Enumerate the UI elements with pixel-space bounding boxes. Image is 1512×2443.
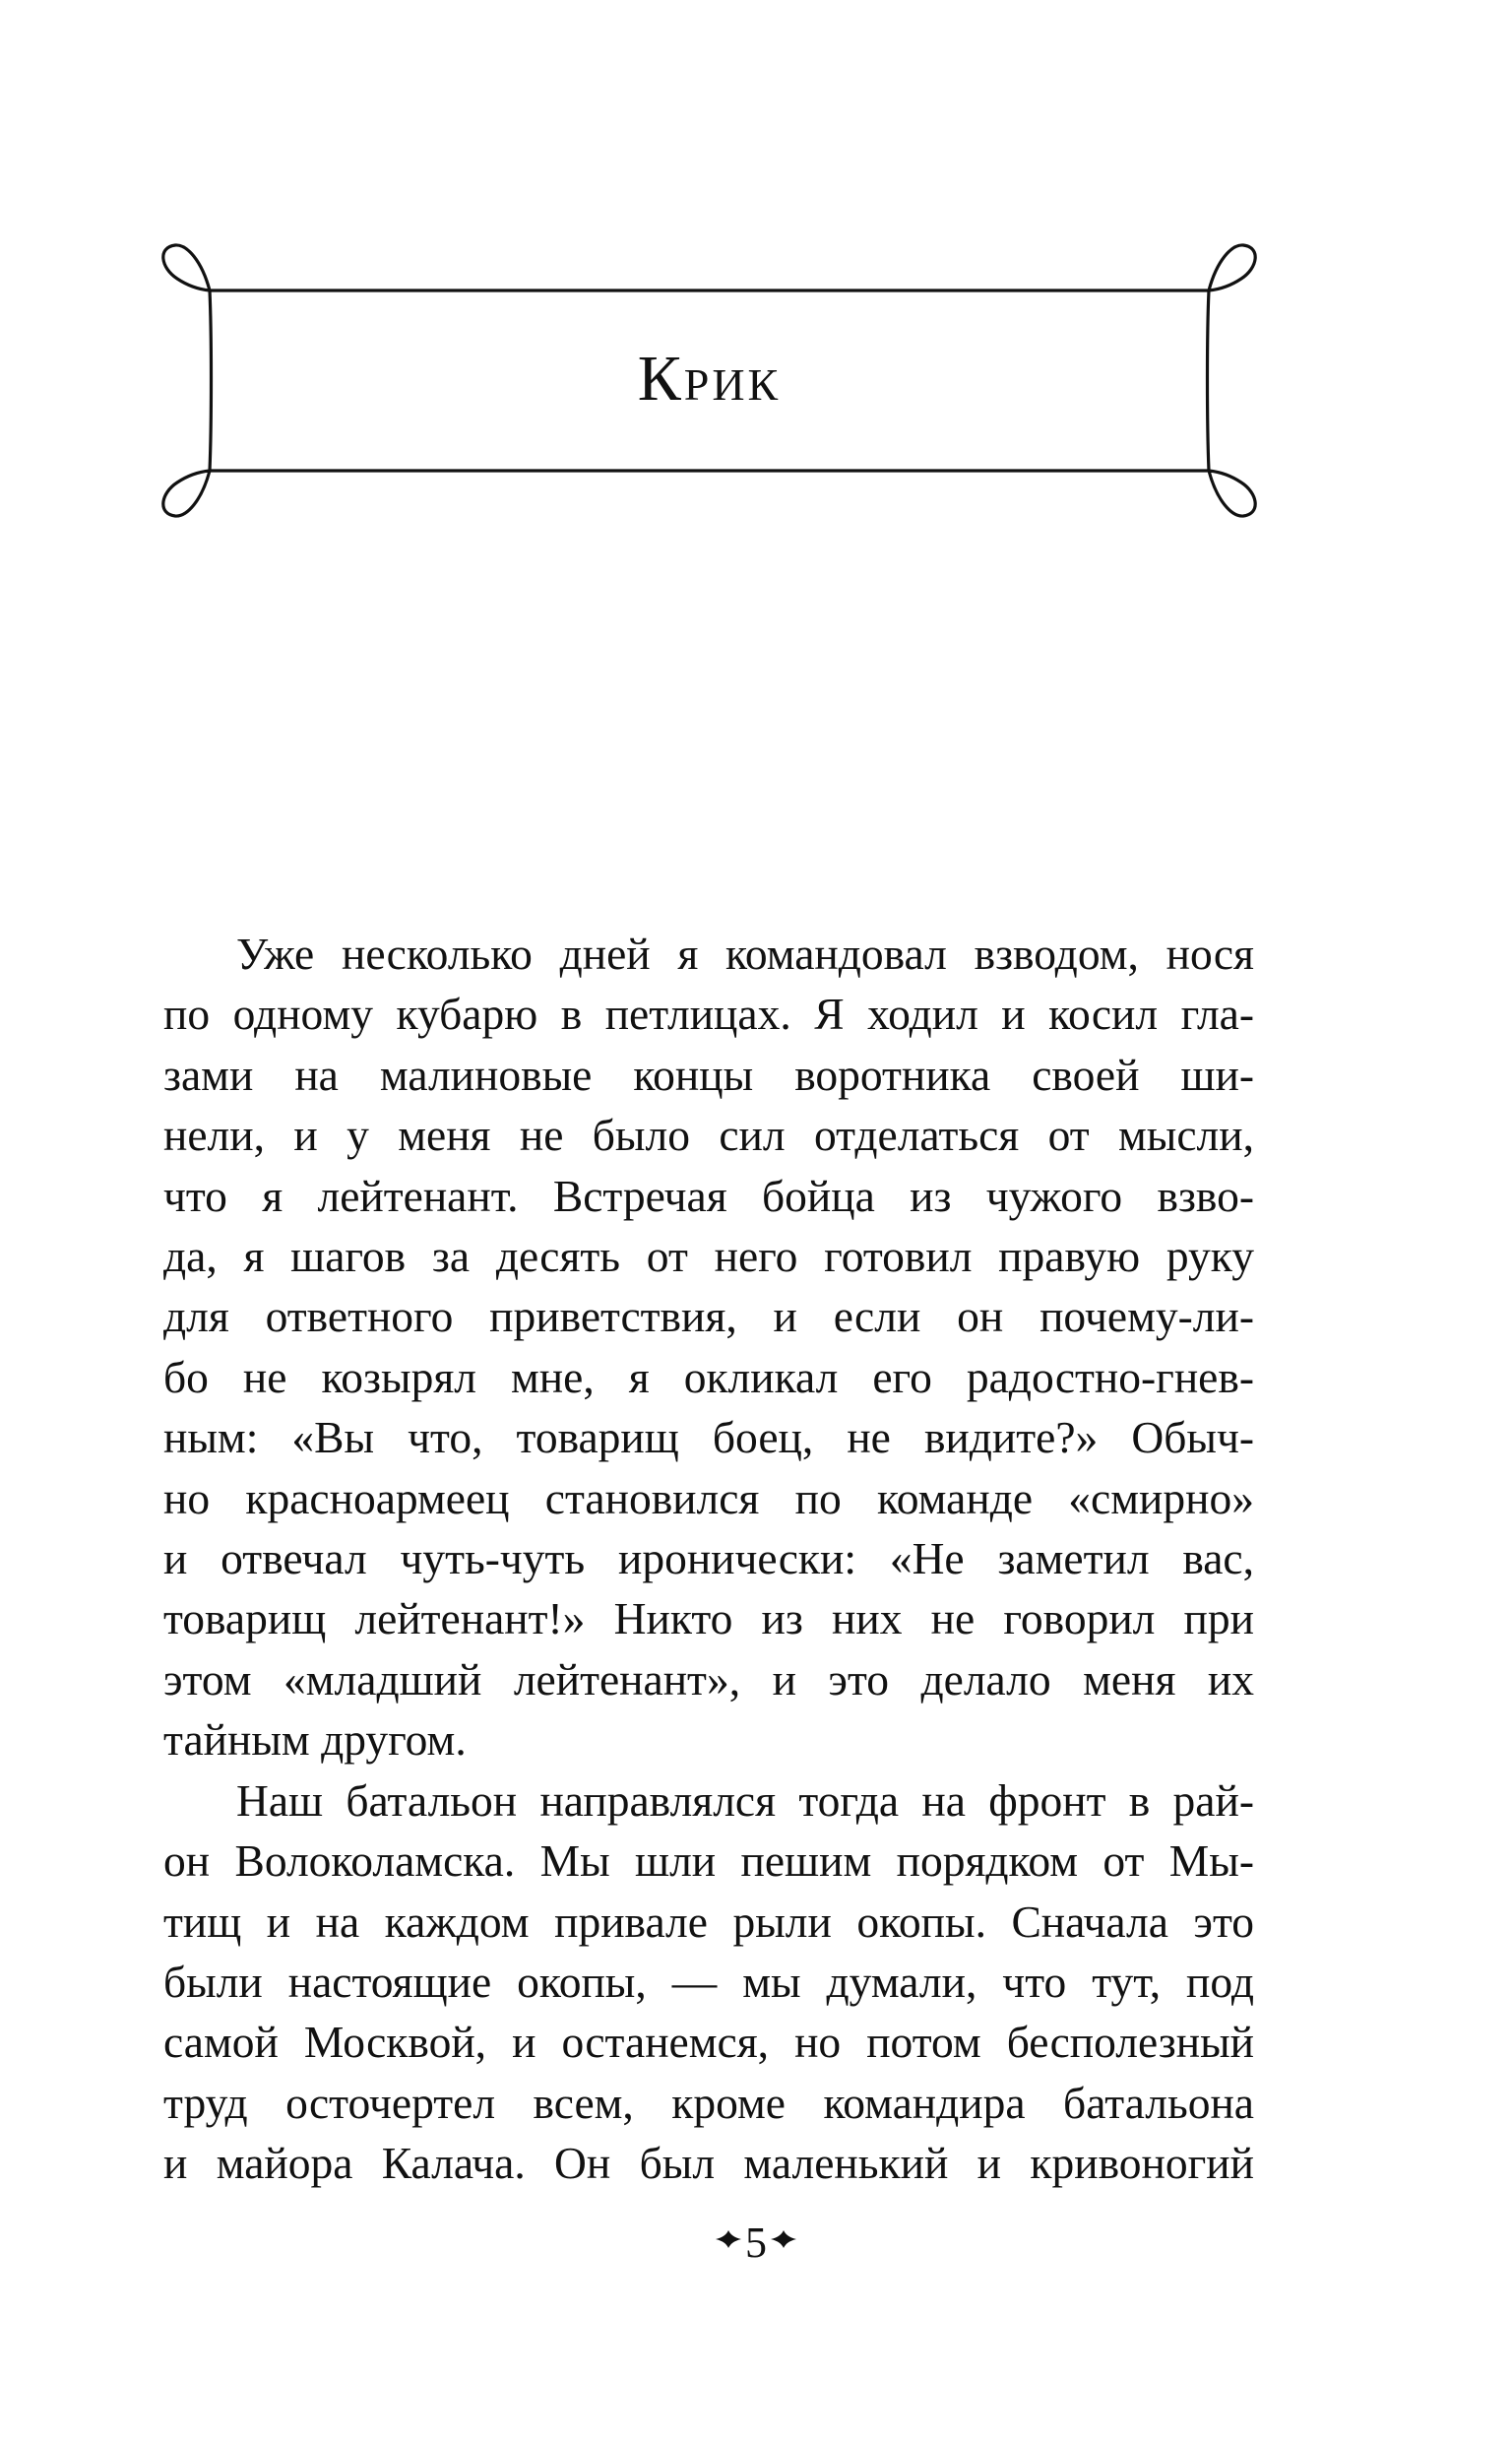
text-line: бо не козырял мне, я окликал его радостно-гнев- <box>163 1351 1254 1402</box>
paragraph-2 <box>163 1770 1254 2194</box>
page-number-footer <box>0 2214 1512 2269</box>
body-text <box>163 924 1254 2194</box>
text-line: и майора Калача. Он был маленький и кривоногий <box>163 2138 1254 2189</box>
text-line: этом «младший лейтенант», и это делало меня их <box>163 1653 1254 1704</box>
text-line: да, я шагов за десять от него готовил правую руку <box>163 1231 1254 1282</box>
text-line: но красноармеец становился по команде «смирно» <box>163 1472 1254 1523</box>
text-line: Наш батальон направлялся тогда на фронт в рай- <box>236 1774 1254 1826</box>
diamond-star-ornament-icon <box>716 2226 741 2252</box>
text-line: что я лейтенант. Встречая бойца из чужого взво- <box>163 1170 1254 1221</box>
text-line: товарищ лейтенант!» Никто из них не говорил при <box>163 1593 1254 1644</box>
text-line: труд осточертел всем, кроме командира батальона <box>163 2077 1254 2128</box>
text-line: самой Москвой, и останемся, но потом бесполезный <box>163 2017 1254 2068</box>
text-line: были настоящие окопы, — мы думали, что тут, под <box>163 1956 1254 2007</box>
text-line: Уже несколько дней я командовал взводом, нося <box>236 929 1254 979</box>
paragraph-1 <box>163 924 1254 1770</box>
text-line: ным: «Вы что, товарищ боец, не видите?» Обыч- <box>163 1412 1254 1463</box>
text-line: тайным другом. <box>163 1714 467 1766</box>
text-line: зами на малиновые концы воротника своей ши- <box>163 1049 1254 1100</box>
text-line: и отвечал чуть-чуть иронически: «Не заметил вас, <box>163 1533 1254 1584</box>
text-line: он Волоколамска. Мы шли пешим порядком от Мы- <box>163 1835 1254 1887</box>
text-line: тищ и на каждом привале рыли окопы. Сначала это <box>163 1896 1254 1947</box>
text-line: нели, и у меня не было сил отделаться от мысли, <box>163 1110 1254 1161</box>
diamond-star-ornament-icon <box>771 2226 796 2252</box>
page-number: 5 <box>745 2218 767 2267</box>
chapter-title: Крик <box>637 343 782 415</box>
text-line: для ответного приветствия, и если он почему-ли- <box>163 1291 1254 1342</box>
text-line: по одному кубарю в петлицах. Я ходил и косил гла- <box>163 989 1254 1040</box>
